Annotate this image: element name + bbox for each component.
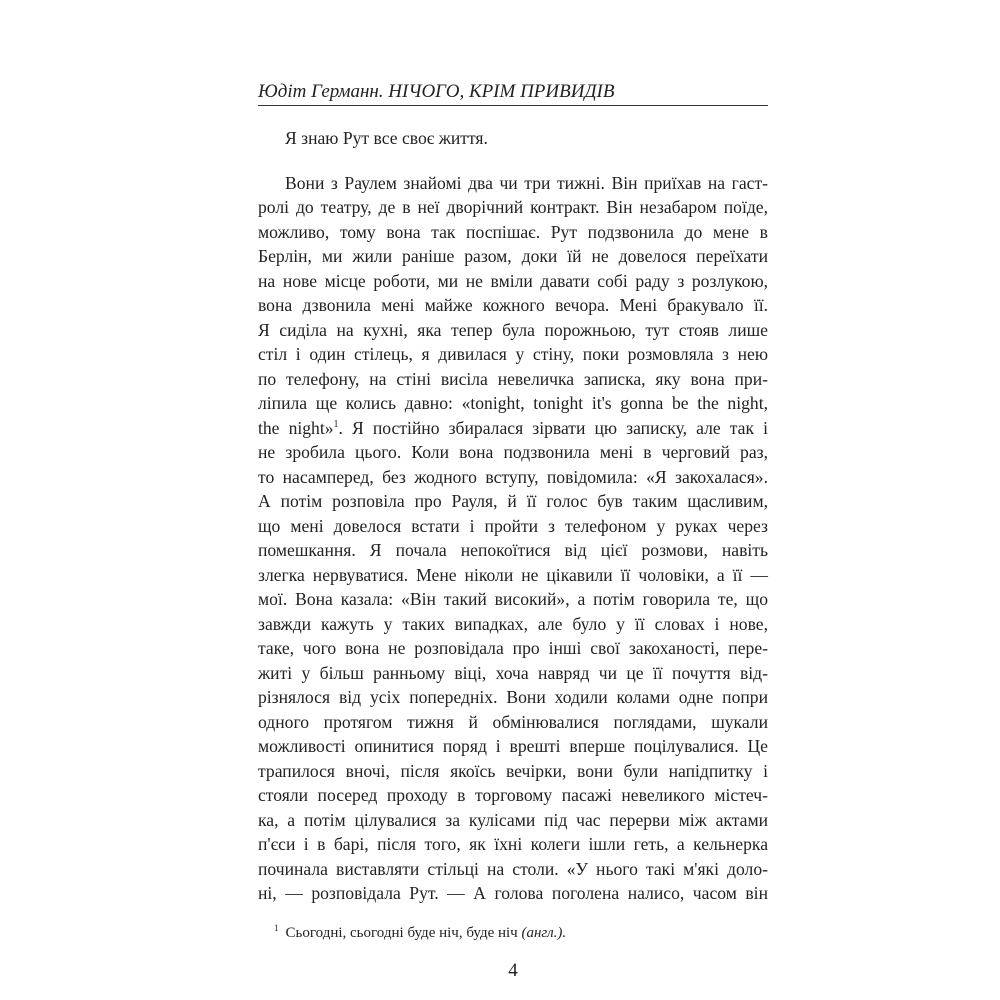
text-line: що мені довелося встати і пройти з телефоном у руках через: [258, 515, 768, 536]
text-line: Я сиділа на кухні, яка тепер була порожньою, тут стояв лише: [258, 319, 768, 340]
text-line: таке, чого вона не розповідала про інші свої закоханості, пере-: [258, 638, 768, 658]
text-line: ні, — розповідала Рут. — А голова поголена налисо, часом він: [258, 883, 768, 903]
text-line: стіл і один стілець, я дивилася у стіну, поки розмовляла з нею: [258, 344, 768, 364]
footnote-text: Сьогодні, сьогодні буде ніч, буде ніч: [285, 925, 518, 941]
text-line: ка, а потім цілувалися за кулісами під час перерви між актами: [258, 809, 768, 830]
header-rule: [258, 105, 768, 106]
footnote-language: (англ.).: [521, 925, 567, 941]
book-page: [258, 0, 768, 1000]
footnote-reference[interactable]: 1: [333, 418, 339, 430]
text-line: то насамперед, без жодного вступу, повідомила: «Я закохалася».: [258, 466, 768, 487]
text-line: трапилося вночі, після якоїсь вечірки, вони були напідпитку і: [258, 760, 768, 781]
text-line: помешкання. Я почала непокоїтися від цієї розмови, навіть: [258, 540, 768, 560]
text-line: одного протягом тижня й обмінювалися поглядами, шукали: [258, 711, 768, 732]
text-line: завжди кажуть у таких випадках, але було у її словах і нове,: [258, 613, 768, 634]
text-line-with-footnote: [258, 416, 768, 441]
text-line: можливо, тому вона так поспішає. Рут подзвонила до мене в: [258, 221, 768, 242]
text-line: стояли посеред проходу в торговому пасажі невеликого містеч-: [258, 785, 768, 805]
text-line: житі у більш ранньому віці, хоча навряд чи це її почуття від-: [258, 662, 768, 683]
text-line: злегка нервуватися. Мене ніколи не цікавили її чоловіки, а її —: [258, 564, 768, 585]
running-head: Юдіт Германн. НІЧОГО, КРІМ ПРИВИДІВ: [258, 81, 615, 102]
text-line: можливості опинитися поряд і врешті вперше поцілувалися. Це: [258, 736, 768, 756]
text-line: Берлін, ми жили раніше разом, доки їй не довелося переїхати: [258, 246, 768, 266]
text-line: ролі до театру, де в неї дворічний контракт. Він незабаром поїде,: [258, 197, 768, 217]
text-line: не зробила цього. Коли вона подзвонила мені в черговий раз,: [258, 442, 768, 462]
text-line: вона дзвонила мені майже кожного вечора. Мені бракувало її.: [258, 295, 768, 315]
footnote-mark: 1: [274, 923, 279, 933]
text-line: різнялося від усіх попередніх. Вони ходили колами одне попри: [258, 687, 768, 707]
text-fragment: . Я постійно збиралася зірвати цю записку, але так і: [338, 417, 768, 438]
page-number: 4: [508, 960, 518, 981]
text-line: починала виставляти стільці на столи. «У нього такі м'які доло-: [258, 858, 768, 879]
text-line: по телефону, на стіні висіла невеличка записка, яку вона при-: [258, 368, 768, 389]
text-line: Вони з Раулем знайомі два чи три тижні. Він приїхав на гаст-: [285, 172, 768, 193]
footnote: [274, 923, 566, 943]
first-paragraph: Я знаю Рут все своє життя.: [285, 128, 488, 148]
text-fragment: the night»: [258, 417, 334, 438]
text-line: А потім розповіла про Рауля, й її голос був таким щасливим,: [258, 491, 768, 511]
text-line: мої. Вона казала: «Він такий високий», а потім говорила те, що: [258, 589, 768, 609]
text-line: п'єси і в барі, після того, як їхні колеги ішли геть, а кельнерка: [258, 834, 768, 854]
text-line: на нове місце роботи, ми не вміли давати собі раду з розлукою,: [258, 270, 768, 291]
text-line: ліпила ще колись давно: «tonight, tonight it's gonna be the night,: [258, 393, 768, 413]
